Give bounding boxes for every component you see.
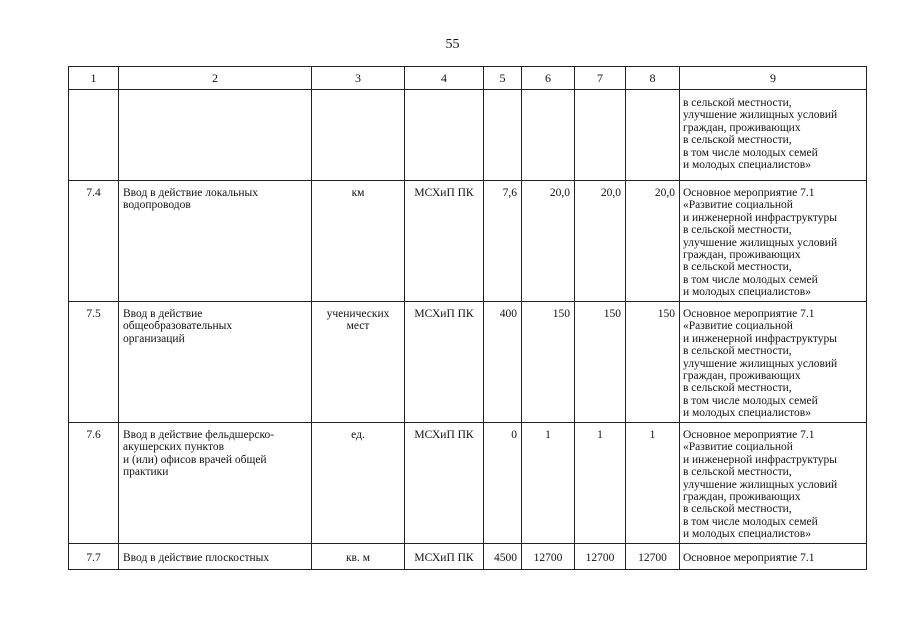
program-line: и инженерной инфраструктуры — [683, 332, 837, 345]
cell-program — [680, 423, 867, 544]
program-line: граждан, проживающих — [683, 370, 801, 383]
unit-line: мест — [346, 320, 370, 333]
cell-name — [119, 544, 312, 570]
cell-org: МСХиП ПК — [405, 181, 484, 302]
program-line: Основное мероприятие 7.1 — [683, 552, 815, 564]
program-line: улучшение жилищных условий — [683, 236, 838, 249]
cell-num: 7.6 — [69, 423, 119, 544]
cell-program — [680, 302, 867, 423]
program-line: «Развитие социальной — [683, 441, 793, 454]
program-line: в сельской местности, — [683, 503, 792, 516]
cell-v5: 7,6 — [484, 181, 522, 302]
program-line: улучшение жилищных условий — [683, 357, 838, 370]
name-line: Ввод в действие локальных — [123, 187, 258, 199]
cell-program — [680, 544, 867, 570]
program-line: Основное мероприятие 7.1 — [683, 429, 815, 441]
name-line: водопроводов — [123, 199, 191, 212]
program-line: улучшение жилищных условий — [683, 478, 838, 491]
page-number: 55 — [445, 37, 460, 52]
cell-num: 7.4 — [69, 181, 119, 302]
header-col-7: 7 — [575, 67, 626, 90]
name-line: общеобразовательных — [123, 320, 233, 333]
cell-v6 — [522, 90, 575, 181]
cell-v8: 20,0 — [626, 181, 680, 302]
cell-num: 7.7 — [69, 544, 119, 570]
program-line: и молодых специалистов» — [683, 407, 811, 420]
program-line: в сельской местности, — [683, 134, 792, 147]
program-line: и молодых специалистов» — [683, 286, 811, 299]
program-line: «Развитие социальной — [683, 199, 793, 212]
cell-program — [680, 181, 867, 302]
cell-v7: 20,0 — [575, 181, 626, 302]
header-col-5: 5 — [484, 67, 522, 90]
program-line: в сельской местности, — [683, 97, 792, 109]
cell-v5: 400 — [484, 302, 522, 423]
unit-line: км — [351, 187, 365, 199]
header-col-9: 9 — [680, 67, 867, 90]
cell-v5: 0 — [484, 423, 522, 544]
cell-v6: 150 — [522, 302, 575, 423]
program-line: и инженерной инфраструктуры — [683, 453, 837, 466]
program-line: в сельской местности, — [683, 224, 792, 237]
name-line: Ввод в действие плоскостных — [123, 552, 270, 564]
header-col-4: 4 — [405, 67, 484, 90]
program-line: улучшение жилищных условий — [683, 109, 838, 122]
cell-v7: 1 — [575, 423, 626, 544]
cell-program — [680, 90, 867, 181]
cell-v8: 1 — [626, 423, 680, 544]
cell-name — [119, 302, 312, 423]
name-line: Ввод в действие — [123, 308, 203, 320]
cell-v6: 1 — [522, 423, 575, 544]
name-line: практики — [123, 466, 169, 479]
program-line: и молодых специалистов» — [683, 159, 811, 172]
cell-name — [119, 423, 312, 544]
unit-line: кв. м — [345, 552, 371, 564]
cell-v5: 4500 — [484, 544, 522, 570]
header-col-6: 6 — [522, 67, 575, 90]
cell-v6: 20,0 — [522, 181, 575, 302]
header-col-1: 1 — [69, 67, 119, 90]
program-line: в том числе молодых семей — [683, 515, 818, 528]
program-line: в сельской местности, — [683, 261, 792, 274]
cell-unit — [312, 423, 405, 544]
table-row — [69, 302, 867, 423]
cell-unit — [312, 181, 405, 302]
name-line: Ввод в действие фельдшерско- — [123, 429, 275, 441]
cell-name — [119, 181, 312, 302]
program-line: в том числе молодых семей — [683, 146, 818, 159]
header-col-3: 3 — [312, 67, 405, 90]
program-line: в сельской местности, — [683, 466, 792, 479]
cell-v8 — [626, 90, 680, 181]
unit-line: ед. — [351, 429, 365, 441]
name-line: организаций — [123, 332, 185, 345]
name-line: и (или) офисов врачей общей — [123, 453, 267, 466]
program-line: граждан, проживающих — [683, 491, 801, 504]
cell-org: МСХиП ПК — [405, 544, 484, 570]
cell-org — [405, 90, 484, 181]
cell-unit — [312, 90, 405, 181]
program-line: Основное мероприятие 7.1 — [683, 308, 815, 320]
cell-v8: 12700 — [626, 544, 680, 570]
program-line: Основное мероприятие 7.1 — [683, 187, 815, 199]
indicators-table — [68, 66, 867, 570]
cell-name — [119, 90, 312, 181]
header-col-2: 2 — [119, 67, 312, 90]
program-line: граждан, проживающих — [683, 249, 801, 262]
unit-line: ученических — [326, 308, 390, 320]
program-line: и молодых специалистов» — [683, 528, 811, 541]
header-col-8: 8 — [626, 67, 680, 90]
table-row — [69, 181, 867, 302]
program-line: «Развитие социальной — [683, 320, 793, 333]
cell-num — [69, 90, 119, 181]
program-line: в сельской местности, — [683, 345, 792, 358]
header-row — [69, 67, 867, 90]
cell-num: 7.5 — [69, 302, 119, 423]
cell-v8: 150 — [626, 302, 680, 423]
cell-v7 — [575, 90, 626, 181]
cell-v7: 12700 — [575, 544, 626, 570]
continuation-row — [69, 90, 867, 181]
cell-v5 — [484, 90, 522, 181]
cell-org: МСХиП ПК — [405, 423, 484, 544]
program-line: в сельской местности, — [683, 382, 792, 395]
name-line: акушерских пунктов — [123, 441, 225, 454]
program-line: в том числе молодых семей — [683, 273, 818, 286]
program-line: в том числе молодых семей — [683, 394, 818, 407]
table-row — [69, 423, 867, 544]
program-line: граждан, проживающих — [683, 121, 801, 134]
cell-unit — [312, 544, 405, 570]
cell-v6: 12700 — [522, 544, 575, 570]
cell-org: МСХиП ПК — [405, 302, 484, 423]
cell-unit — [312, 302, 405, 423]
table-row — [69, 544, 867, 570]
cell-v7: 150 — [575, 302, 626, 423]
program-line: и инженерной инфраструктуры — [683, 211, 837, 224]
